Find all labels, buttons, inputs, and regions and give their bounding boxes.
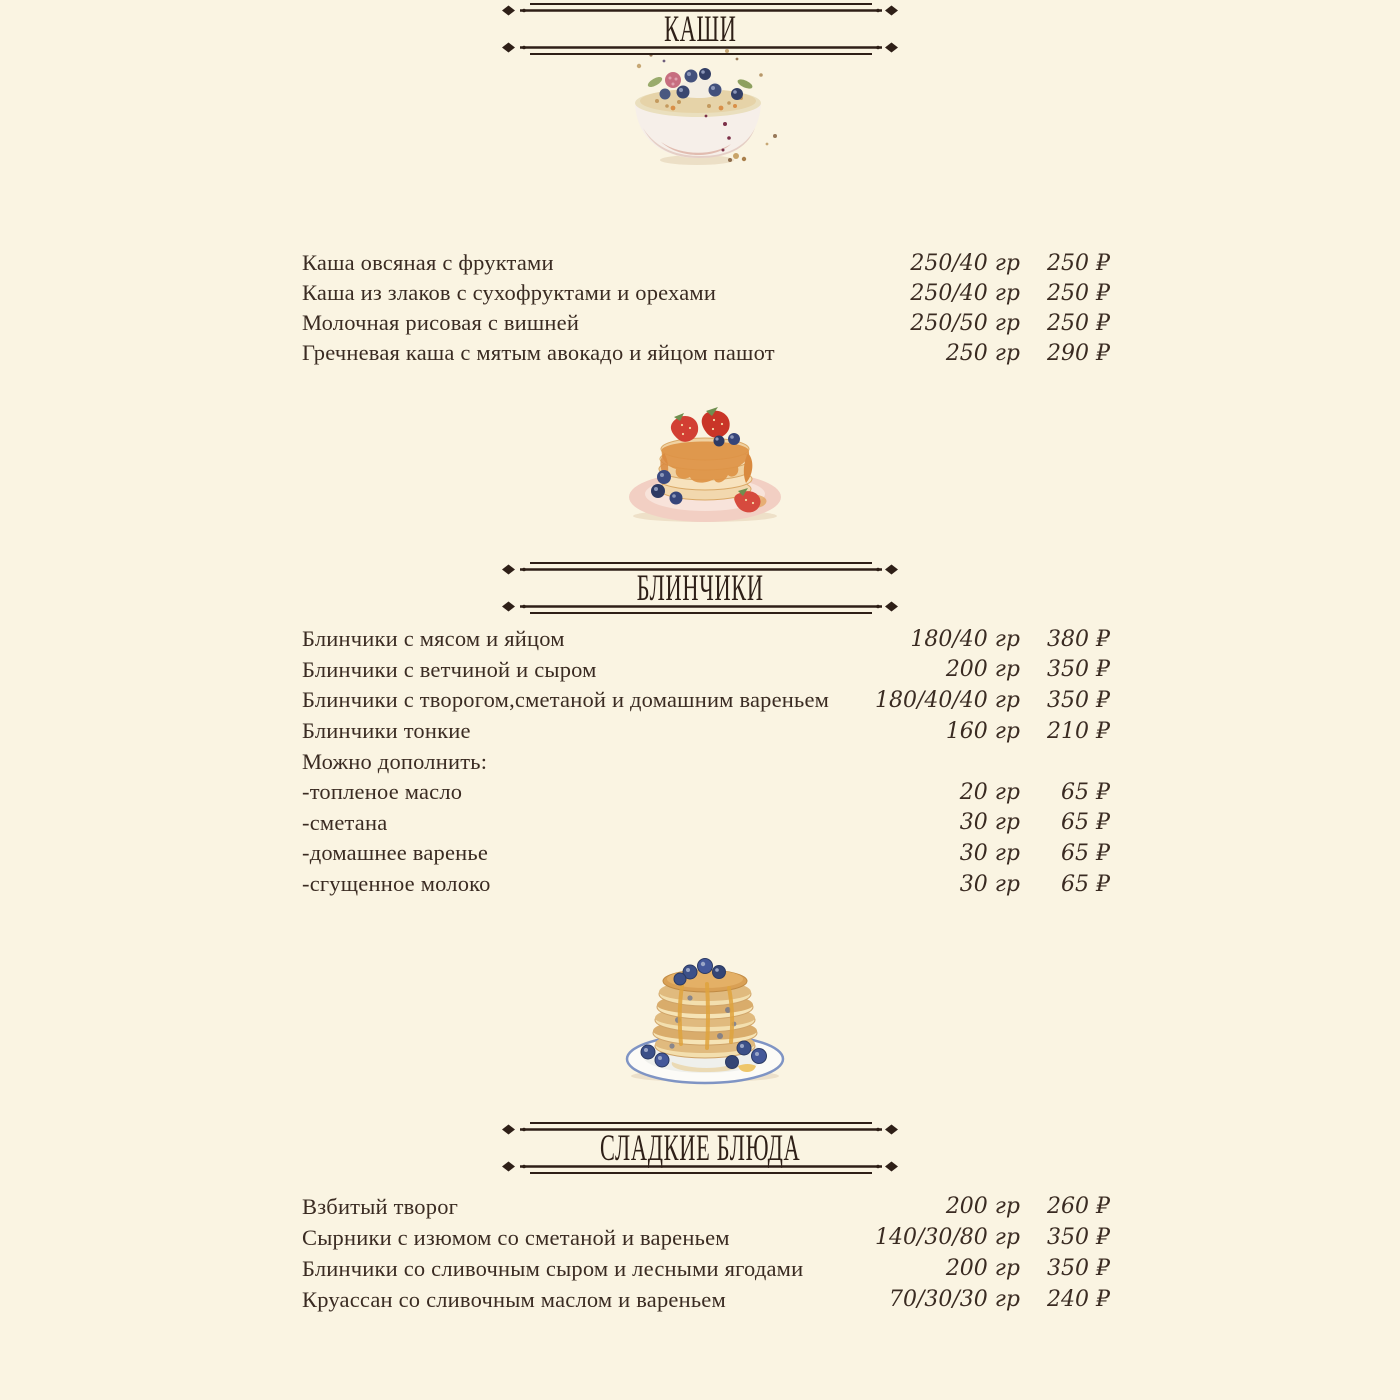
price: 65 ₽	[1061, 779, 1110, 805]
price: 240 ₽	[1047, 1287, 1110, 1312]
portion-weight: 250/40 гр	[910, 250, 1020, 276]
menu-item-row	[302, 685, 1110, 716]
menu-item-row	[302, 1222, 1110, 1253]
menu-item-row	[302, 777, 1110, 808]
dish-name: -сгущенное молоко	[302, 871, 491, 897]
decorative-rule-bottom-icon	[500, 601, 900, 617]
portion-weight: 140/30/80 гр	[875, 1225, 1020, 1250]
portion-weight: 180/40/40 гр	[875, 687, 1020, 713]
price: 65 ₽	[1061, 871, 1110, 897]
menu-item-row	[302, 1284, 1110, 1315]
menu-item-row	[302, 716, 1110, 747]
dish-name: Можно дополнить:	[302, 748, 488, 774]
portion-weight: 250/50 гр	[910, 310, 1020, 336]
pancakes-strawberry-illustration	[612, 399, 798, 532]
dish-name: Блинчики тонкие	[302, 718, 471, 744]
dish-name: Молочная рисовая с вишней	[302, 310, 580, 335]
menu-items-blinchiki	[302, 624, 1110, 899]
price: 65 ₽	[1061, 840, 1110, 866]
pancakes-blueberry-icon	[612, 954, 798, 1088]
section-title: СЛАДКИЕ БЛЮДА	[599, 1126, 801, 1169]
menu-item-row	[302, 1253, 1110, 1284]
pancakes-strawberry-icon	[612, 399, 798, 527]
price: 350 ₽	[1047, 1225, 1110, 1250]
dish-name: Блинчики с мясом и яйцом	[302, 626, 565, 652]
portion-weight: 250 гр	[945, 340, 1020, 366]
price: 210 ₽	[1047, 718, 1110, 744]
menu-item-row	[302, 248, 1110, 278]
menu-item-row	[302, 278, 1110, 308]
section-header-kashi	[500, 0, 900, 58]
menu-item-row	[302, 838, 1110, 869]
menu-item-row	[302, 338, 1110, 368]
menu-item-row	[302, 624, 1110, 655]
dish-name: -топленое масло	[302, 779, 463, 805]
menu-item-row	[302, 808, 1110, 839]
dish-name: Гречневая каша с мятым авокадо и яйцом пашот	[302, 340, 775, 365]
section-header-blinchiki	[500, 559, 900, 617]
menu-items-sladkie	[302, 1191, 1110, 1315]
portion-weight: 30 гр	[959, 871, 1020, 897]
dish-name: Сырники с изюмом со сметаной и вареньем	[302, 1224, 730, 1250]
menu-item-row	[302, 655, 1110, 686]
section-header-sladkie	[500, 1119, 900, 1177]
section-title: БЛИНЧИКИ	[636, 566, 764, 609]
decorative-rule-bottom-icon	[500, 42, 900, 58]
section-title: КАШИ	[663, 7, 737, 50]
portion-weight: 30 гр	[959, 810, 1020, 836]
dish-name: -сметана	[302, 809, 388, 835]
price: 350 ₽	[1047, 1256, 1110, 1281]
menu-item-row	[302, 746, 1110, 777]
menu-items-kashi	[302, 248, 1110, 368]
price: 260 ₽	[1047, 1194, 1110, 1219]
dish-name: Каша овсяная с фруктами	[302, 250, 554, 275]
dish-name: Взбитый творог	[302, 1193, 459, 1219]
pancakes-blueberry-illustration	[612, 954, 798, 1093]
price: 250 ₽	[1047, 250, 1110, 276]
portion-weight: 160 гр	[945, 718, 1020, 744]
menu-item-row	[302, 1191, 1110, 1222]
dish-name: Круассан со сливочным маслом и вареньем	[302, 1286, 726, 1312]
price: 380 ₽	[1047, 626, 1110, 652]
portion-weight: 70/30/30 гр	[888, 1287, 1020, 1312]
decorative-rule-bottom-icon	[500, 1161, 900, 1177]
portion-weight: 200 гр	[945, 657, 1020, 683]
dish-name: Блинчики со сливочным сыром и лесными ягодами	[302, 1255, 804, 1281]
price: 290 ₽	[1047, 340, 1110, 366]
menu-item-row	[302, 869, 1110, 900]
portion-weight: 180/40 гр	[910, 626, 1020, 652]
portion-weight: 20 гр	[959, 779, 1020, 805]
dish-name: -домашнее варенье	[302, 840, 489, 866]
price: 350 ₽	[1047, 687, 1110, 713]
porridge-bowl-icon	[609, 44, 791, 170]
porridge-bowl-illustration	[609, 44, 791, 175]
price: 65 ₽	[1061, 810, 1110, 836]
price: 250 ₽	[1047, 310, 1110, 336]
dish-name: Блинчики с творогом,сметаной и домашним вареньем	[302, 687, 830, 713]
portion-weight: 30 гр	[959, 840, 1020, 866]
menu-item-row	[302, 308, 1110, 338]
price: 350 ₽	[1047, 657, 1110, 683]
price: 250 ₽	[1047, 280, 1110, 306]
dish-name: Блинчики с ветчиной и сыром	[302, 656, 597, 682]
portion-weight: 200 гр	[945, 1256, 1020, 1281]
portion-weight: 250/40 гр	[910, 280, 1020, 306]
dish-name: Каша из злаков с сухофруктами и орехами	[302, 280, 717, 305]
portion-weight: 200 гр	[945, 1194, 1020, 1219]
